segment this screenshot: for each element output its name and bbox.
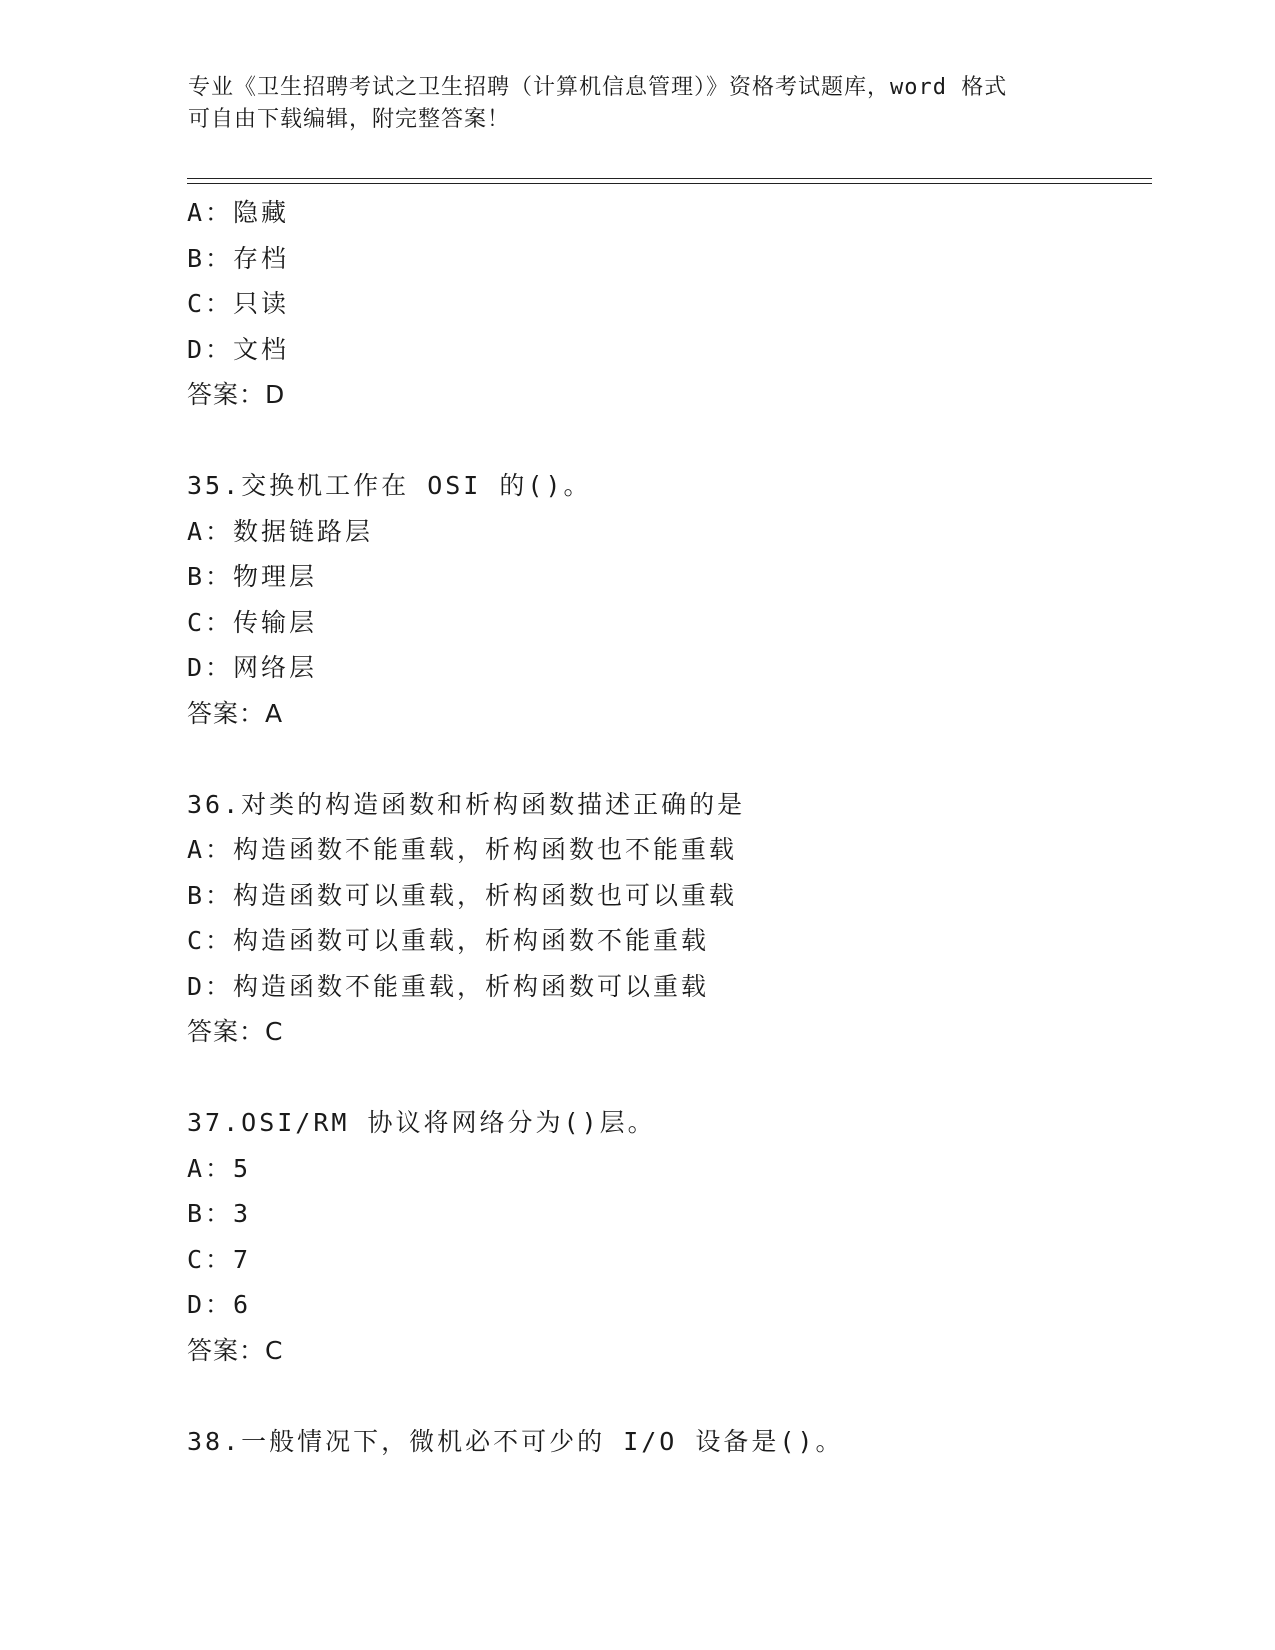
question-block-38 [187,1419,1167,1465]
answer-line: 答案：C [187,1017,284,1046]
question-block-34 [187,190,1167,418]
header-divider-top [187,178,1152,179]
answer-line: 答案：D [187,380,286,409]
question-text: 37.OSI/RM 协议将网络分为()层。 [187,1108,656,1137]
option-a: A：5 [187,1153,252,1183]
header-line-1: 专业《卫生招聘考试之卫生招聘（计算机信息管理）》资格考试题库，word 格式 [188,75,1008,100]
option-c: C：构造函数可以重载，析构函数不能重载 [187,926,710,955]
question-block-36 [187,782,1167,1055]
question-text: 38.一般情况下，微机必不可少的 I/O 设备是()。 [187,1426,844,1456]
option-a: A：构造函数不能重载，析构函数也不能重载 [187,835,738,864]
header-line-2: 可自由下载编辑，附完整答案！ [188,107,511,132]
question-block-35 [187,463,1167,736]
option-b: B：构造函数可以重载，析构函数也可以重载 [187,880,738,910]
option-c: C：7 [187,1244,252,1274]
option-c: C：传输层 [187,607,318,637]
question-text: 35.交换机工作在 OSI 的()。 [187,471,592,500]
option-c: C：只读 [187,289,290,318]
option-d: D：构造函数不能重载，析构函数可以重载 [187,971,710,1001]
option-b: B：物理层 [187,562,318,591]
option-b: B：存档 [187,243,290,273]
answer-line: 答案：A [187,698,284,728]
option-d: D：文档 [187,334,290,364]
document-header [188,72,1068,136]
question-list [187,190,1167,1464]
question-text: 36.对类的构造函数和析构函数描述正确的是 [187,789,746,819]
question-block-37 [187,1100,1167,1373]
option-d: D：网络层 [187,653,318,682]
answer-line: 答案：C [187,1335,284,1365]
option-d: D：6 [187,1290,252,1319]
option-a: A：数据链路层 [187,516,374,546]
option-a: A：隐藏 [187,198,290,227]
header-divider-bottom [187,183,1152,184]
option-b: B：3 [187,1199,252,1228]
